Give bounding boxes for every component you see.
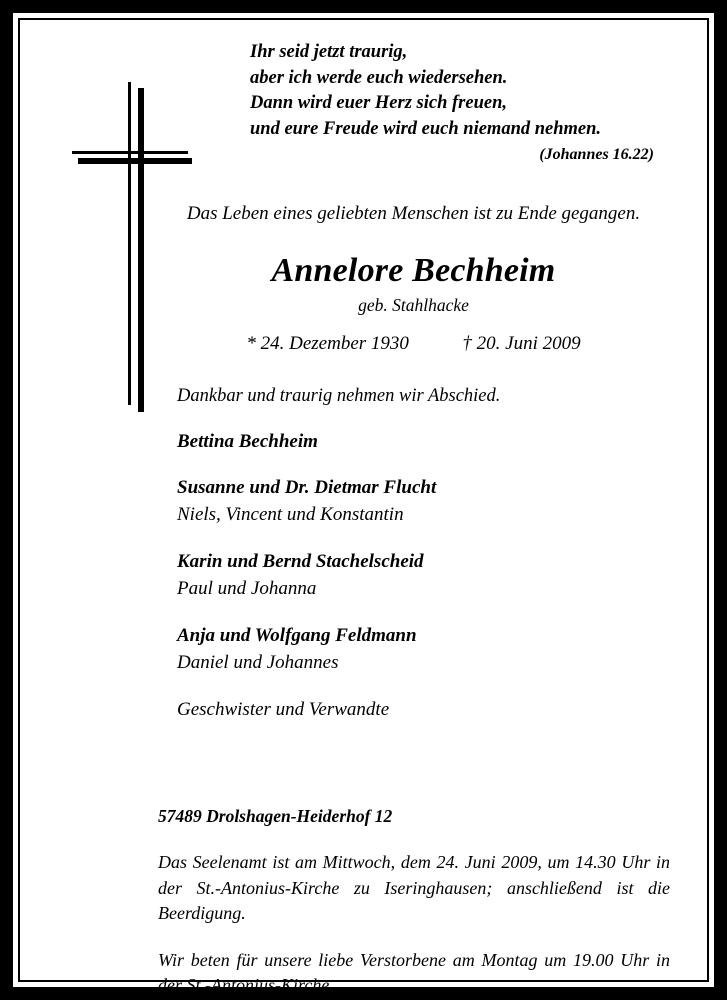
death-symbol: † [462, 333, 472, 354]
bible-verse [155, 40, 672, 167]
list-item [177, 603, 672, 677]
deceased-name: Annelore Bechheim [271, 252, 556, 289]
verse-line-3: Dann wird euer Herz sich freuen, [250, 93, 507, 113]
prayer-info: Wir beten für unsere liebe Verstorbene am Montag um 19.00 Uhr in der St.-Antonius-Kirche. [158, 949, 670, 995]
birth-date: 24. Dezember 1930 [260, 333, 409, 354]
mourner-list [155, 409, 672, 724]
verse-reference: (Johannes 16.22) [539, 146, 654, 163]
notice-page [20, 20, 707, 995]
lead-text: Das Leben eines geliebten Menschen ist zu Ende gegangen. [186, 203, 641, 224]
mourner-name: Anja und Wolfgang Feldmann [177, 625, 417, 646]
relatives-line: Geschwister und Verwandte [177, 699, 390, 720]
list-item [177, 409, 672, 455]
deceased-maiden-name: geb. Stahlhacke [358, 295, 469, 315]
mourner-children: Niels, Vincent und Konstantin [177, 504, 404, 525]
mourner-name: Karin und Bernd Stachelscheid [177, 551, 424, 572]
verse-line-2: aber ich werde euch wiedersehen. [250, 67, 508, 88]
notice-content [155, 40, 672, 724]
mourner-name: Bettina Bechheim [177, 431, 318, 452]
mourner-children: Paul und Johanna [177, 578, 317, 599]
birth-symbol: * [246, 333, 256, 354]
deceased-dates [155, 317, 672, 357]
mourner-children: Daniel und Johannes [177, 652, 339, 673]
list-item [177, 529, 672, 603]
mourner-name: Susanne und Dr. Dietmar Flucht [177, 477, 437, 498]
cross-vertical-thick-bar [138, 88, 144, 412]
service-details-block [158, 740, 670, 999]
cross-vertical-thin-bar [128, 82, 131, 405]
list-item [177, 455, 672, 529]
farewell-text: Dankbar und traurig nehmen wir Abschied. [177, 386, 501, 406]
requiem-info: Das Seelenamt ist am Mittwoch, dem 24. Juni 2009, um 14.30 Uhr in der St.-Antonius-Kirche zu Iseringhausen; anschließend ist die Beerdigung. [158, 852, 670, 923]
verse-line-4: und eure Freude wird euch niemand nehmen. [250, 118, 602, 139]
address-line: 57489 Drolshagen-Heiderhof 12 [158, 806, 393, 826]
death-date: 20. Juni 2009 [476, 333, 581, 354]
verse-line-1: Ihr seid jetzt traurig, [250, 42, 408, 62]
list-item [177, 677, 672, 724]
